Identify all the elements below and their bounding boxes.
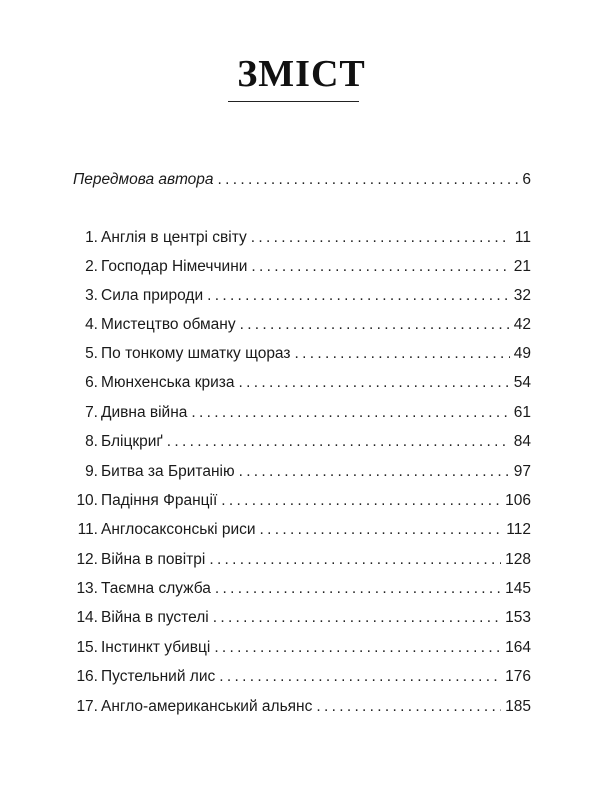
toc-leader-dots (167, 431, 510, 453)
toc-entry (73, 607, 531, 629)
toc-entry-label: Мистецтво обману (101, 316, 236, 333)
toc-entry-page: 97 (513, 463, 531, 480)
toc-entry-page: 42 (513, 316, 531, 333)
toc-entry-number: 13. (76, 580, 98, 597)
toc-entry (73, 461, 531, 483)
toc-entry-label: Війна в повітрі (101, 551, 206, 568)
toc-entry-number: 7. (85, 404, 98, 421)
toc-entry-label: Сила природи (101, 287, 204, 304)
toc-entry-label: Інстинкт убивці (101, 639, 211, 656)
toc-entry-number: 4. (85, 316, 98, 333)
toc-entry-number: 12. (76, 551, 98, 568)
toc-entry-label: Падіння Франції (101, 492, 218, 509)
toc-leader-dots (221, 490, 501, 512)
toc-entry-page: 112 (506, 521, 531, 538)
toc-leader-dots (207, 285, 510, 307)
toc-entry-page: 128 (505, 551, 531, 568)
toc-entry-label: Передмова автора (73, 171, 214, 188)
toc-entry-number: 6. (85, 374, 98, 391)
toc-entry-page: 176 (505, 668, 531, 685)
toc-entry (73, 519, 531, 541)
toc-leader-dots (260, 519, 503, 541)
toc-entry-number: 5. (85, 345, 98, 362)
toc-entry-number: 10. (76, 492, 98, 509)
toc-entry-number: 2. (85, 258, 98, 275)
toc-entry-page: 84 (513, 433, 531, 450)
toc-entry-number: 3. (85, 287, 98, 304)
toc-entry-number: 1. (85, 229, 98, 246)
toc-entry (73, 696, 531, 718)
toc-leader-dots (214, 637, 501, 659)
toc-leader-dots (251, 256, 509, 278)
page-title: ЗМІСТ (237, 53, 366, 95)
toc-entry-label: Таємна служба (101, 580, 211, 597)
toc-entry-page: 21 (513, 258, 531, 275)
toc-entry (73, 666, 531, 688)
toc-entry (73, 549, 531, 571)
toc-entry-page: 106 (505, 492, 531, 509)
toc-entry (73, 402, 531, 424)
toc-entry (73, 431, 531, 453)
toc-leader-dots (295, 343, 510, 365)
toc-entry (73, 490, 531, 512)
toc-entry-number: 17. (76, 698, 98, 715)
toc-entry-page: 11 (514, 229, 531, 246)
toc-entry-page: 49 (513, 345, 531, 362)
toc-entry-page: 145 (505, 580, 531, 597)
toc-entry-number: 11. (77, 521, 98, 538)
toc-entry-label: Господар Німеччини (101, 258, 248, 275)
toc-entry-label: Пустельний лис (101, 668, 216, 685)
toc-entry-number: 8. (85, 433, 98, 450)
toc-entry (73, 256, 531, 278)
toc-entry-page: 164 (505, 639, 531, 656)
toc-leader-dots (219, 666, 501, 688)
toc-leader-dots (316, 696, 501, 718)
toc-entry-label: По тонкому шматку щораз (101, 345, 291, 362)
toc-leader-dots (239, 372, 510, 394)
toc-entry-number: 9. (85, 463, 98, 480)
toc-entry-page: 61 (513, 404, 531, 421)
toc-entry (73, 314, 531, 336)
toc-entry-preface (73, 169, 531, 191)
toc-entry-label: Війна в пустелі (101, 609, 209, 626)
toc-entry-number: 16. (76, 668, 98, 685)
toc-entry (73, 578, 531, 600)
toc-entry-label: Бліцкриґ (101, 433, 163, 450)
toc-entry (73, 227, 531, 249)
toc-entry-label: Англосаксонські риси (101, 521, 256, 538)
toc-leader-dots (218, 169, 519, 191)
toc-entry-label: Англо-американський альянс (101, 698, 313, 715)
toc-entry (73, 343, 531, 365)
toc-leader-dots (240, 314, 510, 336)
toc-leader-dots (213, 607, 501, 629)
toc-entry (73, 285, 531, 307)
toc-entry (73, 372, 531, 394)
toc-entry-label: Битва за Британію (101, 463, 235, 480)
toc-entry-label: Англія в центрі світу (101, 229, 247, 246)
toc-leader-dots (239, 461, 510, 483)
toc-entry (73, 637, 531, 659)
toc-leader-dots (209, 549, 501, 571)
toc-entry-number: 15. (76, 639, 98, 656)
toc-entry-page: 32 (513, 287, 531, 304)
toc-entry-page: 153 (505, 609, 531, 626)
toc-entry-number: 14. (76, 609, 98, 626)
toc-entry-label: Дивна війна (101, 404, 188, 421)
toc-entry-page: 54 (513, 374, 531, 391)
toc-leader-dots (251, 227, 511, 249)
toc-leader-dots (191, 402, 509, 424)
toc-leader-dots (215, 578, 501, 600)
title-divider (228, 101, 359, 102)
toc-entry-page: 6 (522, 171, 531, 188)
toc-entry-label: Мюнхенська криза (101, 374, 235, 391)
toc-entry-page: 185 (505, 698, 531, 715)
